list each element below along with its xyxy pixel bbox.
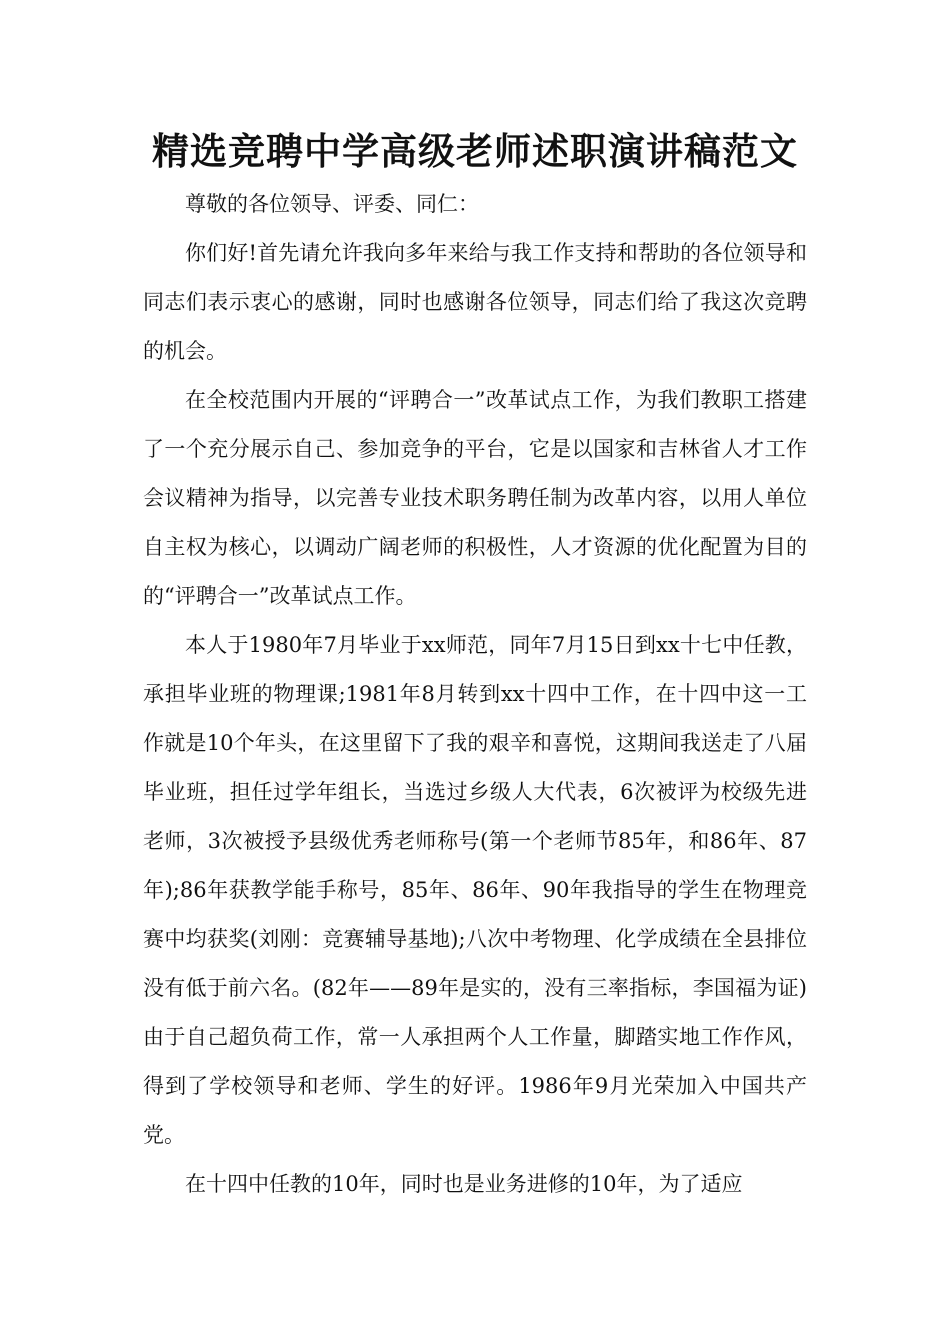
body-paragraph: 你们好!首先请允许我向多年来给与我工作支持和帮助的各位领导和同志们表示衷心的感谢，同时也感谢各位领导，同志们给了我这次竞聘的机会。 [143, 241, 807, 363]
salutation-paragraph: 尊敬的各位领导、评委、同仁： [185, 192, 479, 216]
body-paragraph: 本人于1980年7月毕业于xx师范，同年7月15日到xx十七中任教，承担毕业班的物理课;1981年8月转到xx十四中工作，在十四中这一工作就是10个年头，在这里留下了我的艰辛和喜悦，这期间我送走了八届毕业班，担任过学年组长，当选过乡级人大代表，6次被评为校级先进老师，3次被授予县级优秀老师称号(第一个老师节85年，和86年、87年);86年获教学能手称号，85年、86年、90年我指导的学生在物理竞赛中均获奖(刘刚：竞赛辅导基地);八次中考物理、化学成绩在全县排位没有低于前六名。(82年——89年是实的，没有三率指标，李国福为证)由于自己超负荷工作，常一人承担两个人工作量，脚踏实地工作作风，得到了学校领导和老师、学生的好评。1986年9月光荣加入中国共产党。 [143, 633, 807, 1147]
document-title: 精选竞聘中学高级老师述职演讲稿范文 [152, 130, 798, 173]
body-paragraph: 在十四中任教的10年，同时也是业务进修的10年，为了适应 [185, 1172, 743, 1196]
document-body [143, 180, 807, 1209]
body-paragraph: 在全校范围内开展的“评聘合一”改革试点工作，为我们教职工搭建了一个充分展示自己、参加竞争的平台，它是以国家和吉林省人才工作会议精神为指导，以完善专业技术职务聘任制为改革内容，以用人单位自主权为核心，以调动广阔老师的积极性，人才资源的优化配置为目的的“评聘合一”改革试点工作。 [143, 388, 807, 608]
